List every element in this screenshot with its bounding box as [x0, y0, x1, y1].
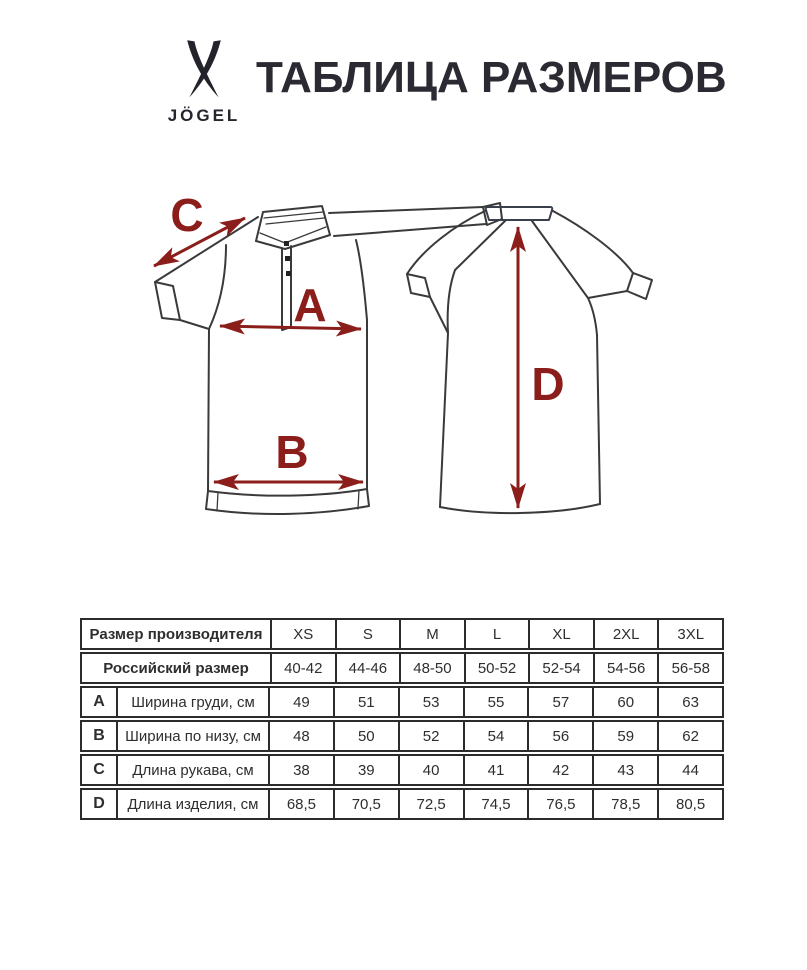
- table-row-russian-size: [80, 652, 724, 684]
- measure-letter: B: [93, 727, 105, 744]
- value-cell: 63: [657, 688, 722, 716]
- value-cell: 55: [463, 688, 528, 716]
- row-label: Длина рукава, см: [116, 756, 268, 784]
- size-cell: 40-42: [270, 654, 335, 682]
- value-cell: 44: [657, 756, 722, 784]
- value-cell: 57: [527, 688, 592, 716]
- sleeve-length-label: C: [170, 189, 204, 241]
- size-cell: 48-50: [399, 654, 464, 682]
- button-icon: [284, 241, 291, 276]
- size-cell: 52-54: [528, 654, 593, 682]
- table-row-garment-length: [80, 788, 724, 820]
- row-label: Размер производителя: [89, 625, 263, 643]
- shirt-back-view: [407, 207, 652, 513]
- table-row-manufacturer-size: [80, 618, 724, 650]
- measure-letter: D: [93, 795, 105, 812]
- brand-wordmark: JÖGEL: [167, 106, 241, 125]
- bottom-width-label: B: [275, 426, 309, 478]
- size-cell: M: [399, 620, 464, 648]
- table-row-bottom-width: [80, 720, 724, 752]
- value-cell: 60: [592, 688, 657, 716]
- table-row-chest-width: [80, 686, 724, 718]
- value-cell: 41: [463, 756, 528, 784]
- row-label: Ширина груди, см: [116, 688, 268, 716]
- value-cell: 78,5: [592, 790, 657, 818]
- row-label: Длина изделия, см: [116, 790, 268, 818]
- value-cell: 76,5: [527, 790, 592, 818]
- value-cell: 70,5: [333, 790, 398, 818]
- size-cell: 2XL: [593, 620, 658, 648]
- shirt-measurement-diagram: [125, 185, 685, 530]
- value-cell: 53: [398, 688, 463, 716]
- value-cell: 50: [333, 722, 398, 750]
- size-cell: XS: [270, 620, 335, 648]
- value-cell: 38: [268, 756, 333, 784]
- table-row-sleeve-length: [80, 754, 724, 786]
- value-cell: 59: [592, 722, 657, 750]
- size-cell: 50-52: [464, 654, 529, 682]
- size-cell: 54-56: [593, 654, 658, 682]
- value-cell: 42: [527, 756, 592, 784]
- measure-letter: C: [93, 761, 105, 778]
- chest-width-label: A: [293, 279, 327, 331]
- size-cell: XL: [528, 620, 593, 648]
- value-cell: 39: [333, 756, 398, 784]
- size-cell: S: [335, 620, 400, 648]
- size-cell: 44-46: [335, 654, 400, 682]
- size-cell: 56-58: [657, 654, 722, 682]
- shirt-front-view: [155, 203, 502, 514]
- measure-letter: A: [93, 693, 105, 710]
- garment-length-label: D: [531, 358, 565, 410]
- page-title: ТАБЛИЦА РАЗМЕРОВ: [256, 53, 727, 102]
- value-cell: 62: [657, 722, 722, 750]
- value-cell: 40: [398, 756, 463, 784]
- size-cell: L: [464, 620, 529, 648]
- value-cell: 43: [592, 756, 657, 784]
- value-cell: 74,5: [463, 790, 528, 818]
- value-cell: 72,5: [398, 790, 463, 818]
- row-label: Ширина по низу, см: [116, 722, 268, 750]
- value-cell: 68,5: [268, 790, 333, 818]
- value-cell: 56: [527, 722, 592, 750]
- value-cell: 54: [463, 722, 528, 750]
- chest-width-arrow: [220, 326, 361, 329]
- value-cell: 49: [268, 688, 333, 716]
- value-cell: 48: [268, 722, 333, 750]
- jogel-logo-icon: [176, 40, 232, 102]
- value-cell: 52: [398, 722, 463, 750]
- row-label: Российский размер: [103, 659, 249, 677]
- value-cell: 80,5: [657, 790, 722, 818]
- size-table: [80, 618, 724, 822]
- value-cell: 51: [333, 688, 398, 716]
- brand-logo: [152, 40, 256, 126]
- size-cell: 3XL: [657, 620, 722, 648]
